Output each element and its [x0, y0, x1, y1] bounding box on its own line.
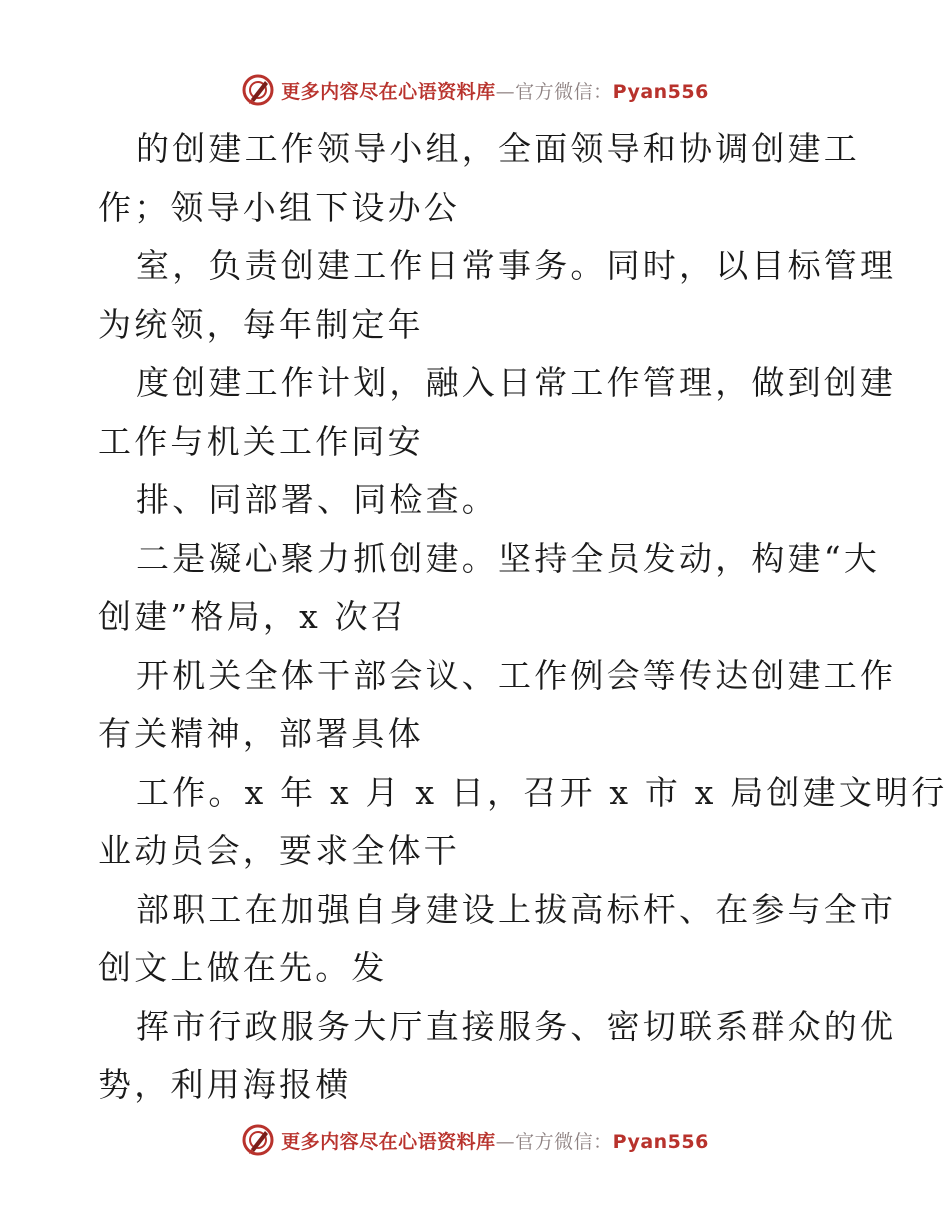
watermark-dash: — — [495, 80, 516, 103]
pen-logo-icon — [241, 1123, 275, 1157]
watermark-site: 更多内容尽在心语资料库 — [281, 1130, 496, 1153]
text-line: 创文上做在先。发 — [98, 948, 388, 987]
text-line: 为统领，每年制定年 — [98, 304, 424, 344]
text-line: 业动员会，要求全体干 — [98, 831, 460, 870]
text-line: 的创建工作领导小组，全面领导和协调创建工 — [136, 129, 860, 168]
watermark-site: 更多内容尽在心语资料库 — [281, 80, 496, 103]
text-line: 工作。x 年 x 月 x 日，召开 x 市 x 局创建文明行 — [136, 772, 948, 812]
text-line: 势，利用海报横 — [98, 1065, 352, 1104]
footer-watermark — [0, 1120, 950, 1160]
pen-logo-icon — [241, 73, 275, 107]
text-line: 开机关全体干部会议、工作例会等传达创建工作 — [136, 655, 897, 695]
watermark-handle: Pyan556 — [612, 80, 709, 103]
watermark-dash: — — [495, 1130, 516, 1153]
watermark-label: 官方微信： — [515, 80, 613, 103]
text-line: 排、同部署、同检查。 — [136, 480, 498, 519]
text-line: 有关精神，部署具体 — [98, 714, 424, 753]
text-line: 部职工在加强自身建设上拔高标杆、在参与全市 — [136, 889, 897, 929]
watermark-label: 官方微信： — [515, 1130, 613, 1153]
watermark-handle: Pyan556 — [612, 1130, 709, 1153]
document-body — [98, 120, 948, 1115]
watermark-text — [281, 1127, 709, 1154]
text-line: 作；领导小组下设办公 — [98, 187, 460, 227]
text-line: 度创建工作计划，融入日常工作管理，做到创建 — [136, 363, 897, 402]
header-watermark — [0, 70, 950, 110]
text-line: 挥市行政服务大厅直接服务、密切联系群众的优 — [136, 1006, 897, 1046]
watermark-text — [281, 77, 709, 104]
text-line: 室，负责创建工作日常事务。同时，以目标管理 — [136, 246, 897, 285]
text-line: 工作与机关工作同安 — [98, 421, 424, 461]
text-line: 创建”格局，x 次召 — [98, 597, 407, 636]
text-line: 二是凝心聚力抓创建。坚持全员发动，构建“大 — [136, 538, 881, 578]
